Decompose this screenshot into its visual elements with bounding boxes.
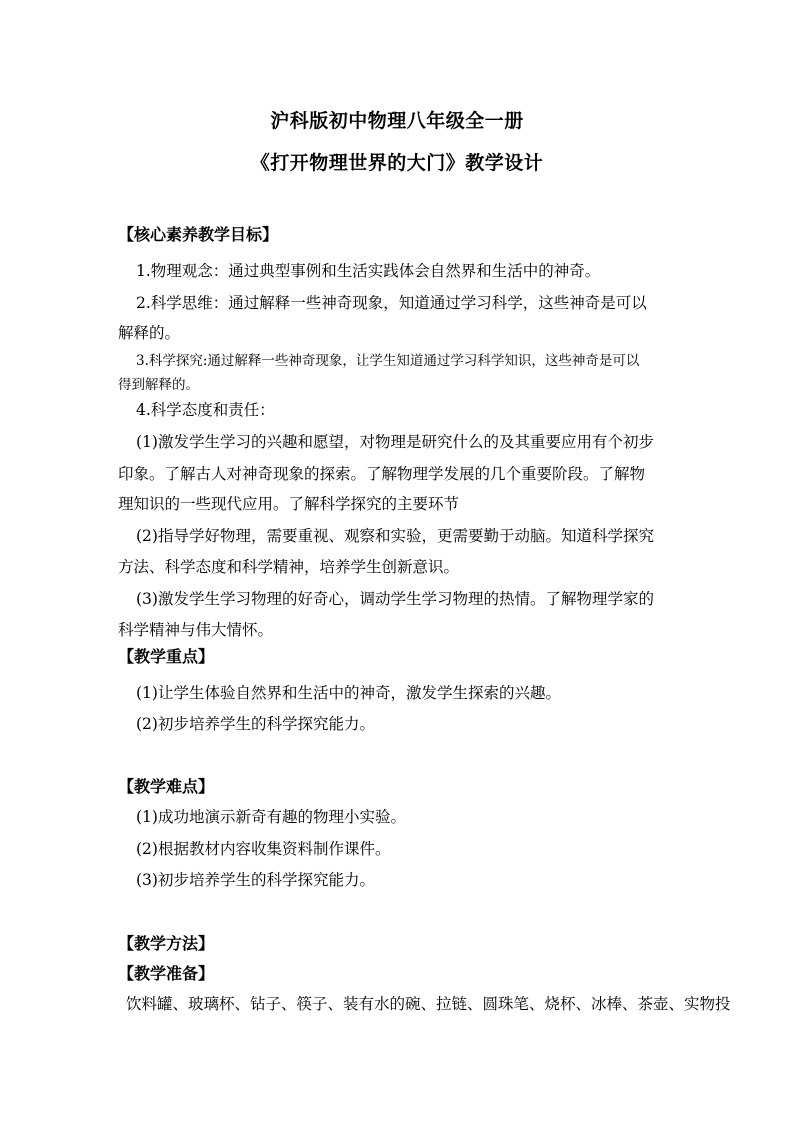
paragraph-line: (2)指导学好物理，需要重视、观察和实验，更需要勤于动脑。知道科学探究 [136,527,654,545]
paragraph-line: 理知识的一些现代应用。了解科学探究的主要环节 [118,495,460,513]
paragraph-line: 科学精神与伟大情怀。 [118,621,274,639]
document-title: 沪科版初中物理八年级全一册 [270,110,524,132]
document-subtitle: 《打开物理世界的大门》教学设计 [250,152,544,174]
paragraph-line: 1.物理观念：通过典型事例和生活实践体会自然界和生活中的神奇。 [136,262,601,280]
paragraph-line: (1)成功地演示新奇有趣的物理小实验。 [136,808,406,826]
paragraph-line: 解释的。 [118,324,181,342]
paragraph-line: 方法、科学态度和科学精神，培养学生创新意识。 [118,558,460,576]
paragraph-line: 得到解释的。 [118,377,199,393]
paragraph-line: 4.科学态度和责任： [136,401,275,419]
paragraph-line: (3)初步培养学生的科学探究能力。 [136,871,375,889]
heading-key-points: 【教学重点】 [118,647,215,666]
heading-core-goals: 【核心素养教学目标】 [118,225,279,244]
heading-preparation: 【教学准备】 [118,964,215,983]
paragraph-line: 印象。了解古人对神奇现象的探索。了解物理学发展的几个重要阶段。了解物 [118,465,646,483]
paragraph-line: 饮料罐、玻璃杯、钻子、筷子、装有水的碗、拉链、圆珠笔、烧杯、冰棒、茶壶、实物投 [126,995,731,1013]
paragraph-line: (1)让学生体验自然界和生活中的神奇，激发学生探索的兴趣。 [136,684,561,702]
paragraph-line: 2.科学思维：通过解释一些神奇现象，知道通过学习科学，这些神奇是可以 [136,294,647,312]
heading-methods: 【教学方法】 [118,934,215,953]
paragraph-line: (2)初步培养学生的科学探究能力。 [136,715,375,733]
paragraph-line: 3.科学探究:通过解释一些神奇现象，让学生知道通过学习科学知识，这些神奇是可以 [136,353,640,369]
paragraph-line: (2)根据教材内容收集资料制作课件。 [136,840,391,858]
heading-difficulties: 【教学难点】 [118,777,215,796]
paragraph-line: (1)激发学生学习的兴趣和愿望，对物理是研究什么的及其重要应用有个初步 [136,433,654,451]
paragraph-line: (3)激发学生学习物理的好奇心，调动学生学习物理的热情。了解物理学家的 [136,590,654,608]
